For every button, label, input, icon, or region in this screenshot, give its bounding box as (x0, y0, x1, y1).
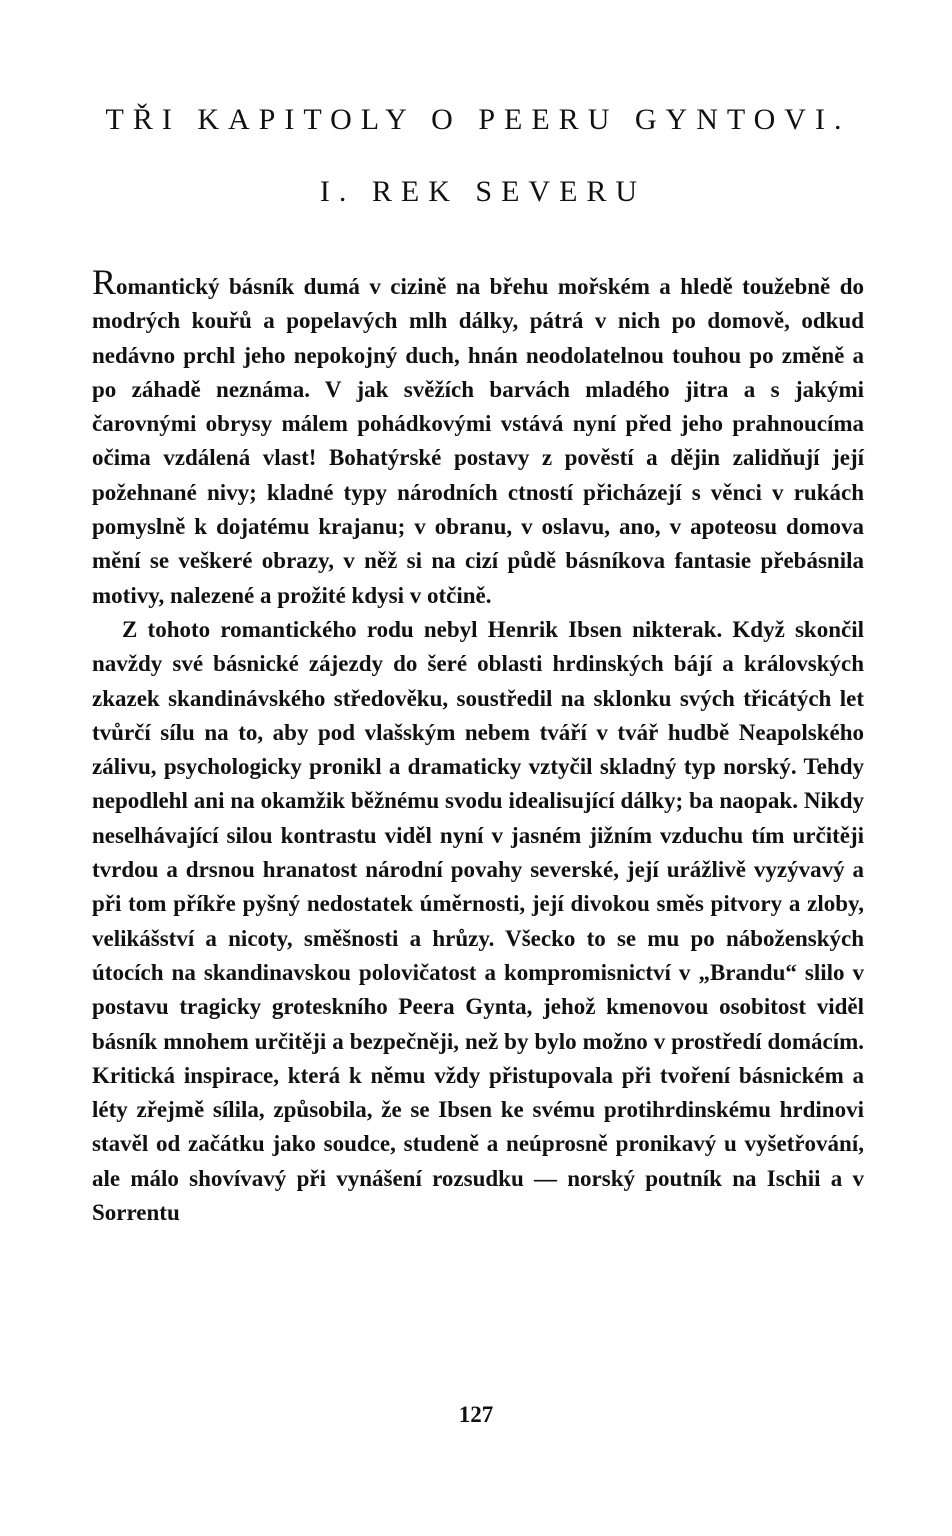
paragraph-2 (92, 613, 864, 1230)
drop-cap: R (92, 262, 117, 302)
page-number: 127 (458, 1402, 494, 1427)
paragraph-2-text: Z tohoto romantického rodu nebyl Henrik Ibsen nikterak. Když skončil navždy své básnické zájezdy do šeré oblasti hrdinských bájí a královských zkazek skandinávského středověku, soustředil na sklonku svých třicátých let tvůrčí sílu na to, aby pod vlašským nebem tváří v tvář hudbě Neapolského zálivu, psychologicky pronikl a dramaticky vztyčil skladný typ norský. Tehdy nepodlehl ani na okamžik běžnému svodu idealisující dálky; ba naopak. Nikdy neselhávající silou kontrastu viděl nyní v jasném jižním vzduchu tím určitěji tvrdou a drsnou hranatost národní povahy severské, její urážlivě vyzývavý a při tom příkře pyšný nedostatek úměrnosti, její divokou směs pitvory a zloby, velikášství a nicoty, směšnosti a hrůzy. Všecko to se mu po náboženských útocích na skandinavskou polovičatost a kompromisnictví v „Brandu“ slilo v postavu tragicky groteskního Peera Gynta, jehož kmenovou osobitost viděl básník mnohem určitěji a bezpečněji, než by bylo možno v prostředí domácím. Kritická inspirace, která k němu vždy přistupovala při tvoření básnickém a léty zřejmě sílila, způsobila, že se Ibsen ke svému protihrdinskému hrdinovi stavěl od začátku jako soudce, studeně a neúprosně pronikavý u vyšetřování, ale málo shovívavý při vynášení rozsudku — norský poutník na Ischii a v Sorrentu (92, 616, 864, 1226)
body-text (92, 262, 864, 1230)
paragraph-1 (92, 262, 864, 613)
paragraph-1-text: omantický básník dumá v cizině na břehu mořském a hledě toužebně do modrých kouřů a popelavých mlh dálky, pátrá v nich po domově, odkud nedávno prchl jeho nepokojný duch, hnán neodolatelnou touhou po změně a po záhadě neznáma. V jak svěžích barvách mladého jitra a s jakými čarovnými obrysy málem pohádkovými vstává nyní před jeho prahnoucíma očima vzdálená vlast! Bohatýrské postavy z pověstí a dějin zalidňují její požehnané nivy; kladné typy národních ctností přicházejí s věnci v rukách pomyslně k dojatému krajanu; v obranu, v oslavu, ano, v apoteosu domova mění se veškeré obrazy, v něž si na cizí půdě básníkova fantasie přebásnila motivy, nalezené a prožité kdysi v otčině. (92, 274, 864, 608)
running-title: TŘI KAPITOLY O PEERU GYNTOVI. (105, 103, 851, 136)
chapter-title: I. REK SEVERU (319, 175, 647, 208)
